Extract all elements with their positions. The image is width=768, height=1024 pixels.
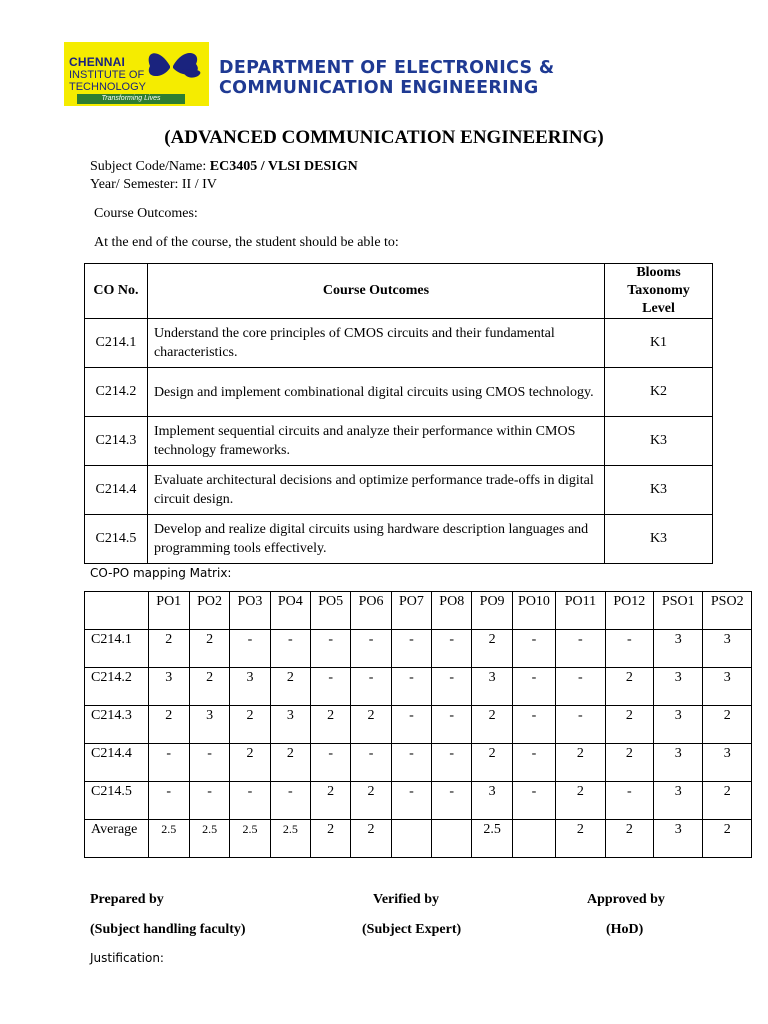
matrix-cell: 2 <box>703 820 752 858</box>
department-heading <box>219 58 554 98</box>
justification-label: Justification: <box>90 951 164 965</box>
matrix-cell: 2 <box>556 782 605 820</box>
matrix-cell: - <box>391 782 431 820</box>
matrix-cell: - <box>189 782 229 820</box>
table-row <box>85 368 713 417</box>
matrix-cell: 2 <box>703 782 752 820</box>
matrix-cell: - <box>391 744 431 782</box>
matrix-cell: 3 <box>703 630 752 668</box>
matrix-cell <box>432 820 472 858</box>
matrix-cell: 3 <box>230 668 270 706</box>
matrix-header-cell: PSO2 <box>703 592 752 630</box>
matrix-row <box>85 820 752 858</box>
matrix-cell: - <box>512 782 555 820</box>
matrix-cell: 2.5 <box>189 820 229 858</box>
co-level: K3 <box>605 466 713 515</box>
course-outcomes-table <box>84 263 713 564</box>
matrix-row <box>85 744 752 782</box>
matrix-cell: 2.5 <box>472 820 512 858</box>
matrix-header-cell: PO8 <box>432 592 472 630</box>
co-number: C214.1 <box>85 319 148 368</box>
matrix-cell: - <box>391 706 431 744</box>
header-co-no: CO No. <box>85 264 148 319</box>
butterfly-icon <box>140 44 206 92</box>
matrix-cell: - <box>556 668 605 706</box>
department-line-2: COMMUNICATION ENGINEERING <box>219 78 539 98</box>
matrix-cell: 2 <box>311 820 351 858</box>
table-row <box>85 466 713 515</box>
matrix-cell: - <box>351 668 391 706</box>
matrix-cell: 3 <box>472 668 512 706</box>
subject-code-value: EC3405 / VLSI DESIGN <box>209 159 358 174</box>
matrix-cell: 2 <box>351 820 391 858</box>
matrix-cell: 3 <box>189 706 229 744</box>
matrix-header-cell: PO10 <box>512 592 555 630</box>
matrix-cell: 2 <box>556 820 605 858</box>
matrix-cell: 2.5 <box>148 820 189 858</box>
matrix-cell: - <box>432 668 472 706</box>
matrix-cell: 3 <box>654 782 703 820</box>
matrix-cell: - <box>189 744 229 782</box>
matrix-cell: 2 <box>605 744 653 782</box>
matrix-cell: 2 <box>605 820 653 858</box>
matrix-cell: - <box>270 630 310 668</box>
matrix-header-cell: PO7 <box>391 592 431 630</box>
matrix-cell: - <box>512 706 555 744</box>
matrix-cell: 3 <box>703 744 752 782</box>
matrix-cell: - <box>432 706 472 744</box>
matrix-cell: 2 <box>472 706 512 744</box>
matrix-cell: 3 <box>654 630 703 668</box>
matrix-header-cell: PO3 <box>230 592 270 630</box>
matrix-row-label: C214.3 <box>85 706 149 744</box>
co-number: C214.4 <box>85 466 148 515</box>
subject-code-line <box>90 159 358 175</box>
matrix-cell: - <box>556 630 605 668</box>
table-row <box>85 417 713 466</box>
matrix-cell: 2 <box>605 706 653 744</box>
matrix-row <box>85 668 752 706</box>
matrix-cell: 2 <box>472 744 512 782</box>
verified-by-label: Verified by <box>373 892 439 907</box>
matrix-cell: - <box>351 630 391 668</box>
matrix-row-label: C214.4 <box>85 744 149 782</box>
matrix-cell: 2 <box>148 630 189 668</box>
co-text: Evaluate architectural decisions and optimize performance trade-offs in digital circuit design. <box>147 466 604 515</box>
matrix-cell: 2 <box>270 744 310 782</box>
matrix-cell: - <box>432 630 472 668</box>
matrix-header-cell <box>85 592 149 630</box>
matrix-cell: - <box>148 744 189 782</box>
matrix-cell: 2 <box>605 668 653 706</box>
institute-logo <box>64 42 209 106</box>
matrix-row-label: Average <box>85 820 149 858</box>
matrix-cell: 2 <box>556 744 605 782</box>
matrix-cell <box>512 820 555 858</box>
table-header-row <box>85 264 713 319</box>
logo-line-2: INSTITUTE OF <box>69 69 145 81</box>
matrix-cell: 2 <box>311 706 351 744</box>
matrix-cell <box>391 820 431 858</box>
matrix-cell: 3 <box>654 820 703 858</box>
matrix-header-cell: PO12 <box>605 592 653 630</box>
matrix-cell: 2 <box>189 630 229 668</box>
matrix-cell: - <box>556 706 605 744</box>
matrix-header-cell: PO11 <box>556 592 605 630</box>
logo-tagline: Transforming Lives <box>77 94 185 104</box>
approved-by-label: Approved by <box>587 892 665 907</box>
matrix-cell: - <box>270 782 310 820</box>
matrix-cell: - <box>351 744 391 782</box>
matrix-header-cell: PSO1 <box>654 592 703 630</box>
co-number: C214.5 <box>85 515 148 564</box>
matrix-cell: 2 <box>230 706 270 744</box>
matrix-cell: 3 <box>472 782 512 820</box>
matrix-cell: - <box>605 782 653 820</box>
matrix-cell: - <box>230 782 270 820</box>
matrix-cell: - <box>391 668 431 706</box>
matrix-header-cell: PO9 <box>472 592 512 630</box>
co-number: C214.3 <box>85 417 148 466</box>
matrix-cell: 2 <box>148 706 189 744</box>
matrix-row-label: C214.1 <box>85 630 149 668</box>
logo-line-3: TECHNOLOGY <box>69 81 147 93</box>
matrix-cell: 2 <box>703 706 752 744</box>
co-text: Implement sequential circuits and analyze their performance within CMOS technology frameworks. <box>147 417 604 466</box>
prepared-by-role: (Subject handling faculty) <box>90 922 246 937</box>
header-course-outcomes: Course Outcomes <box>147 264 604 319</box>
outcomes-heading: Course Outcomes: <box>94 206 198 221</box>
outcomes-intro: At the end of the course, the student should be able to: <box>94 235 399 250</box>
matrix-cell: - <box>230 630 270 668</box>
subject-code-label: Subject Code/Name: <box>90 159 210 174</box>
matrix-row-label: C214.5 <box>85 782 149 820</box>
matrix-cell: 2 <box>230 744 270 782</box>
year-semester: Year/ Semester: II / IV <box>90 177 217 192</box>
co-level: K1 <box>605 319 713 368</box>
matrix-cell: 2.5 <box>270 820 310 858</box>
matrix-row <box>85 630 752 668</box>
matrix-cell: 3 <box>148 668 189 706</box>
co-text: Design and implement combinational digital circuits using CMOS technology. <box>147 368 604 417</box>
matrix-cell: - <box>311 630 351 668</box>
co-text: Develop and realize digital circuits using hardware description languages and programming tools effectively. <box>147 515 604 564</box>
matrix-cell: 3 <box>703 668 752 706</box>
matrix-cell: - <box>432 744 472 782</box>
matrix-cell: - <box>512 744 555 782</box>
matrix-header-cell: PO1 <box>148 592 189 630</box>
matrix-cell: - <box>391 630 431 668</box>
matrix-header-cell: PO6 <box>351 592 391 630</box>
header-blooms-level: Blooms Taxonomy Level <box>605 264 713 319</box>
matrix-cell: 2 <box>270 668 310 706</box>
table-row <box>85 319 713 368</box>
matrix-row-label: C214.2 <box>85 668 149 706</box>
matrix-body <box>85 630 752 858</box>
matrix-cell: 3 <box>270 706 310 744</box>
matrix-cell: 2 <box>311 782 351 820</box>
document-title: (ADVANCED COMMUNICATION ENGINEERING) <box>164 127 604 148</box>
matrix-cell: 2 <box>351 782 391 820</box>
matrix-cell: 2 <box>351 706 391 744</box>
matrix-cell: - <box>148 782 189 820</box>
prepared-by-label: Prepared by <box>90 892 164 907</box>
matrix-cell: 3 <box>654 706 703 744</box>
matrix-cell: - <box>512 630 555 668</box>
matrix-cell: - <box>311 744 351 782</box>
co-text: Understand the core principles of CMOS circuits and their fundamental characteristics. <box>147 319 604 368</box>
department-line-1: DEPARTMENT OF ELECTRONICS & <box>219 58 555 78</box>
matrix-cell: 2 <box>189 668 229 706</box>
co-level: K3 <box>605 515 713 564</box>
matrix-cell: 3 <box>654 668 703 706</box>
matrix-cell: - <box>432 782 472 820</box>
matrix-header-cell: PO2 <box>189 592 229 630</box>
matrix-cell: - <box>512 668 555 706</box>
matrix-cell: - <box>311 668 351 706</box>
matrix-row <box>85 706 752 744</box>
approved-by-role: (HoD) <box>606 922 644 937</box>
matrix-header-cell: PO5 <box>311 592 351 630</box>
matrix-header-row <box>85 592 752 630</box>
verified-by-role: (Subject Expert) <box>362 922 462 937</box>
table-row <box>85 515 713 564</box>
co-level: K2 <box>605 368 713 417</box>
matrix-cell: 2 <box>472 630 512 668</box>
co-level: K3 <box>605 417 713 466</box>
matrix-caption: CO-PO mapping Matrix: <box>90 566 232 580</box>
co-po-matrix-table <box>84 591 752 858</box>
matrix-cell: 3 <box>654 744 703 782</box>
logo-line-1: CHENNAI <box>69 55 126 69</box>
matrix-row <box>85 782 752 820</box>
matrix-header-cell: PO4 <box>270 592 310 630</box>
co-number: C214.2 <box>85 368 148 417</box>
matrix-cell: - <box>605 630 653 668</box>
matrix-cell: 2.5 <box>230 820 270 858</box>
